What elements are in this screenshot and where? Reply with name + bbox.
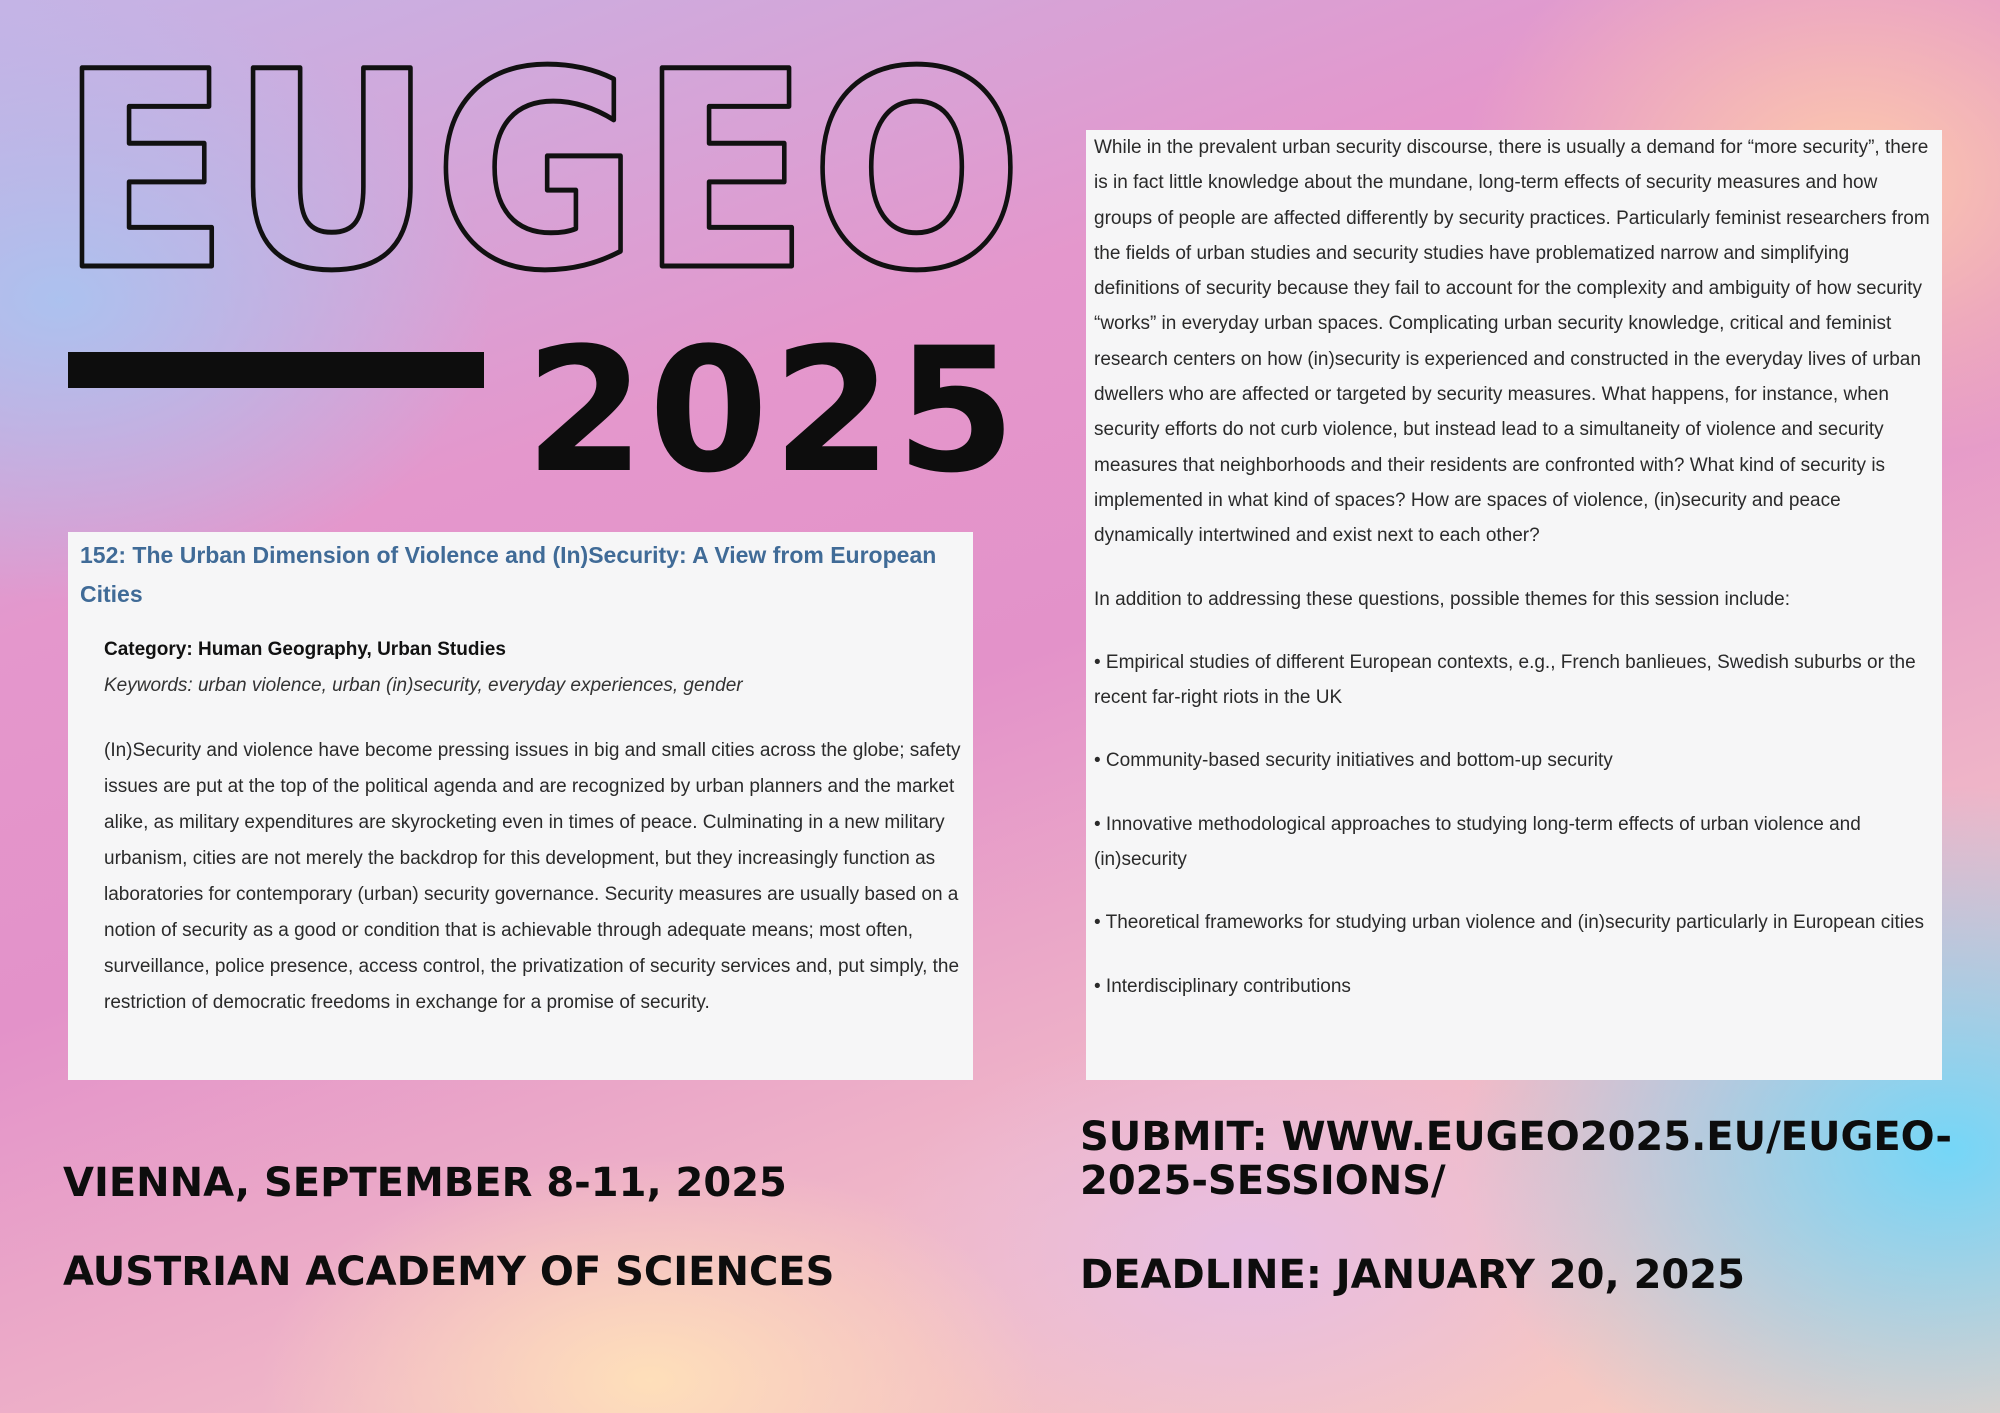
session-summary-panel: [68, 532, 973, 1080]
submit-url[interactable]: SUBMIT: WWW.EUGEO2025.EU/EUGEO-2025-SESSIONS/: [1080, 1114, 1952, 1204]
location-date: VIENNA, SEPTEMBER 8-11, 2025: [63, 1160, 787, 1206]
session-title[interactable]: 152: The Urban Dimension of Violence and (In)Security: A View from European Cities: [80, 542, 937, 607]
theme-item: • Innovative methodological approaches to studying long-term effects of urban violence and (in)security: [1094, 813, 1861, 871]
title-year: 2025: [525, 310, 1020, 511]
category-label: Category:: [104, 639, 193, 660]
category-value: Human Geography, Urban Studies: [197, 639, 506, 660]
theme-item: • Community-based security initiatives and bottom-up security: [1094, 750, 1613, 772]
keywords-value: urban violence, urban (in)security, everyday experiences, gender: [197, 675, 743, 696]
session-keywords: [104, 668, 743, 704]
details-intro: In addition to addressing these questions, possible themes for this session include:: [1094, 588, 1791, 610]
session-meta: [104, 632, 743, 704]
session-category: [104, 632, 743, 668]
title-divider-bar: [68, 352, 484, 388]
keywords-label: Keywords:: [104, 675, 193, 696]
eugeo-title: [55, 28, 1035, 298]
theme-item: • Interdisciplinary contributions: [1094, 975, 1351, 997]
theme-item: • Empirical studies of different European contexts, e.g., French banlieues, Swedish suburbs or the recent far-right riots in the UK: [1094, 651, 1916, 709]
theme-item: • Theoretical frameworks for studying urban violence and (in)security particularly in European cities: [1094, 912, 1925, 934]
session-abstract: (In)Security and violence have become pressing issues in big and small cities across the globe; safety issues are put at the top of the political agenda and are recognized by urban planners and the market alike, as military expenditures are skyrocketing even in times of peace. Culminating in a new military urbanism, cities are not merely the backdrop for this development, but they increasingly function as laboratories for contemporary (urban) security governance. Security measures are usually based on a notion of security as a good or condition that is achievable through adequate means; most often, surveillance, police presence, access control, the privatization of security services and, put simply, the restriction of democratic freedoms in exchange for a promise of security.: [104, 740, 961, 1013]
venue: AUSTRIAN ACADEMY OF SCIENCES: [63, 1249, 835, 1295]
eugeo-title-text: EUGEO: [59, 28, 1023, 298]
deadline: DEADLINE: JANUARY 20, 2025: [1080, 1252, 1745, 1298]
details-paragraph: While in the prevalent urban security discourse, there is usually a demand for “more security”, there is in fact little knowledge about the mundane, long-term effects of security measures and how groups of people are affected differently by security practices. Particularly feminist researchers from the fields of urban studies and security studies have problematized narrow and simplifying definitions of security because they fail to account for the complexity and ambiguity of how security “works” in everyday urban spaces. Complicating urban security knowledge, critical and feminist research centers on how (in)security is experienced and constructed in the everyday lives of urban dwellers who are affected or targeted by security measures. What happens, for instance, when security efforts do not curb violence, but instead lead to a simultaneity of violence and security measures that neighborhoods and their residents are confronted with? What kind of security is implemented in what kind of spaces? How are spaces of violence, (in)security and peace dynamically intertwined and exist next to each other?: [1094, 137, 1930, 547]
session-details-panel: [1086, 130, 1942, 1080]
